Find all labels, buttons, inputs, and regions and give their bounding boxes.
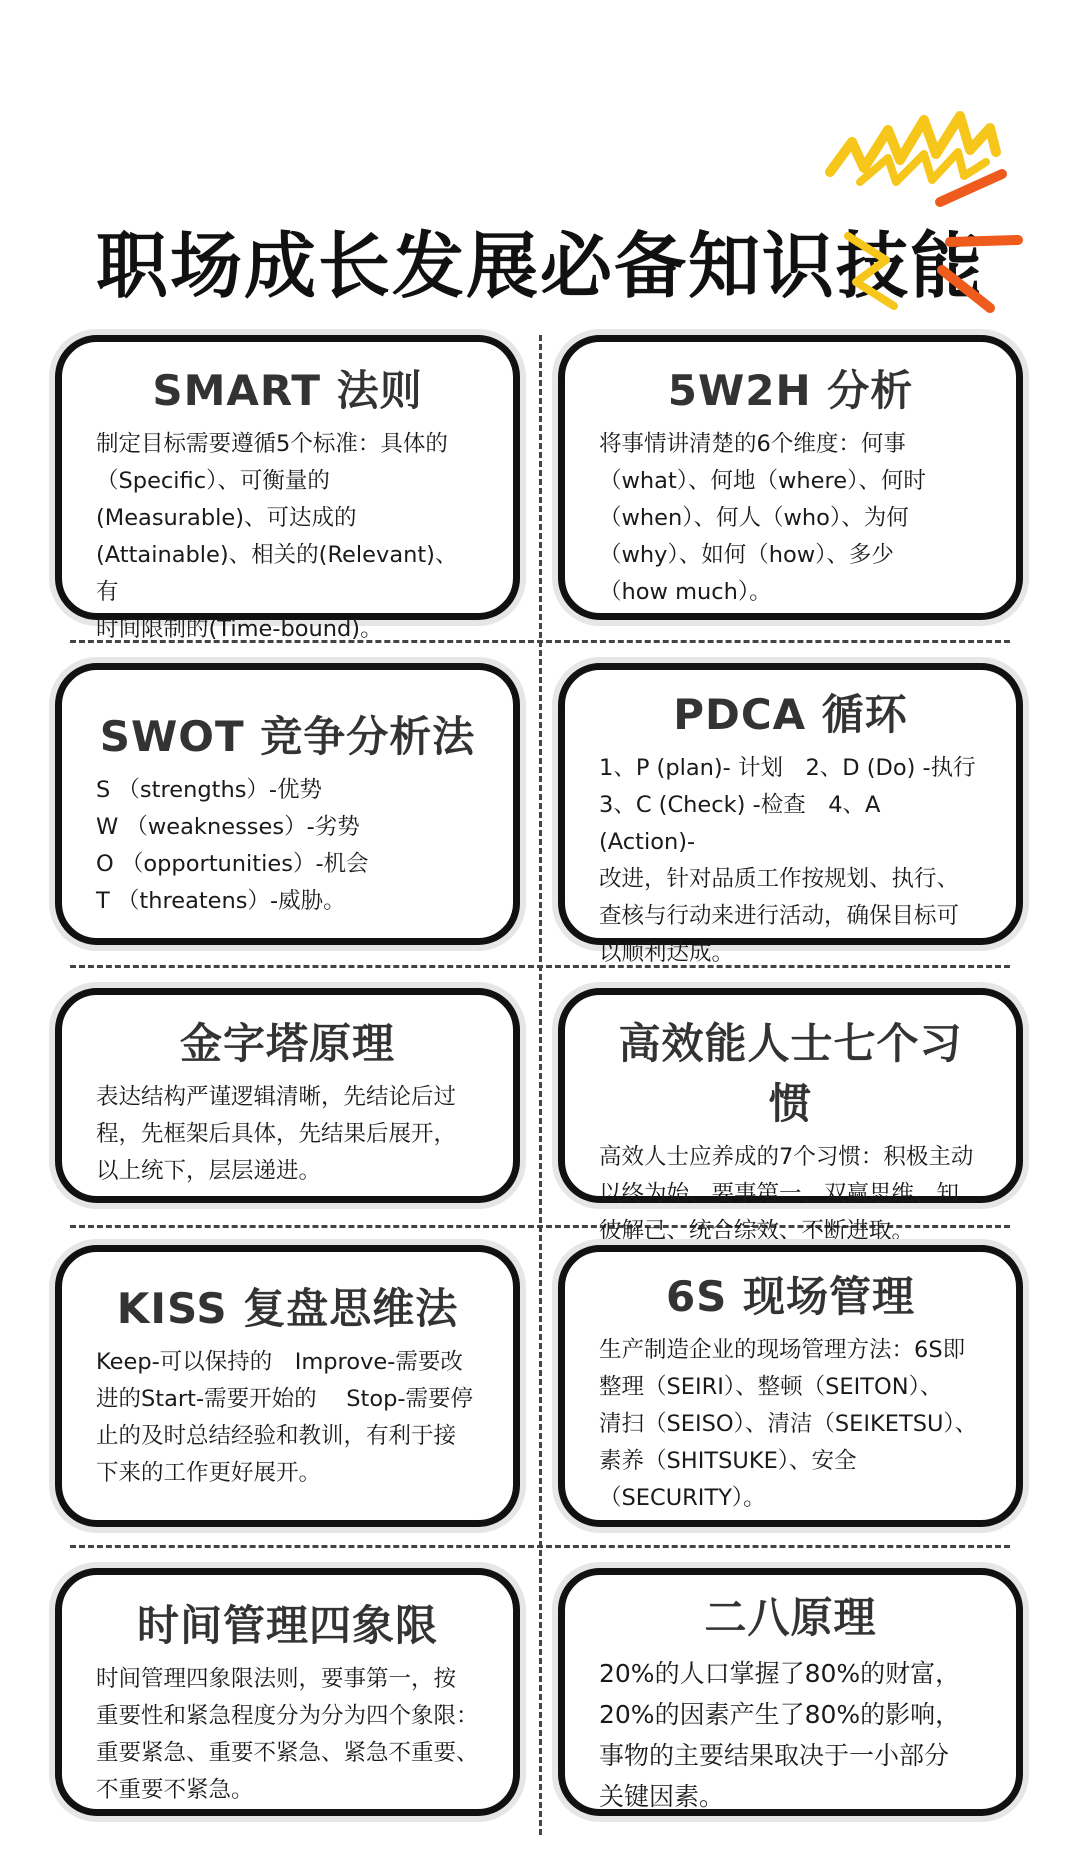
card-body: 20%的人口掌握了80%的财富， 20%的因素产生了80%的影响， 事物的主要结果取决于一小部分 关键因素。 bbox=[599, 1659, 961, 1811]
card-body: Keep-可以保持的 Improve-需要改 进的Start-需要开始的 Stop-需要停 止的及时总结经验和教训，有利于接 下来的工作更好展开。 bbox=[96, 1349, 474, 1486]
card-pyramid bbox=[55, 988, 520, 1203]
card-title: PDCA 循环 bbox=[673, 690, 908, 739]
card-time-quadrants bbox=[55, 1568, 520, 1816]
page-title: 职场成长发展必备知识技能 bbox=[95, 224, 984, 308]
card-body: 将事情讲清楚的6个维度：何事 （what）、何地（where）、何时 （when）、何人（who）、为何 （why）、如何（how）、多少 （how much）。 bbox=[599, 431, 926, 605]
card-body: S （strengths）-优势 W （weaknesses）-劣势 O （opportunities）-机会 T （threatens）-威胁。 bbox=[96, 777, 369, 914]
card-seven-habits bbox=[558, 988, 1023, 1244]
card-title: KISS 复盘思维法 bbox=[116, 1284, 459, 1333]
card-body: 时间管理四象限法则，要事第一，按 重要性和紧急程度分为分为四个象限： 重要紧急、重要不紧急、紧急不重要、 不重要不紧急。 bbox=[96, 1666, 479, 1803]
card-kiss bbox=[55, 1245, 520, 1527]
sparkle-burst-icon bbox=[790, 110, 1080, 330]
card-body: 1、P (plan)- 计划 2、D (Do) -执行 3、C (Check) -检查 4、A (Action)- 改进，针对品质工作按规划、执行、 查核与行动来进行活动，确保目标可 以顺利达成。 bbox=[599, 755, 976, 966]
card-title: 时间管理四象限 bbox=[136, 1601, 438, 1650]
card-smart bbox=[55, 335, 520, 642]
card-body: 表达结构严谨逻辑清晰，先结论后过 程，先框架后具体，先结果后展开， 以上统下，层层递进。 bbox=[96, 1084, 457, 1184]
card-5w2h bbox=[558, 335, 1023, 620]
card-pdca bbox=[558, 663, 1023, 966]
card-pareto bbox=[558, 1568, 1023, 1816]
card-title: SWOT 竞争分析法 bbox=[99, 712, 476, 761]
vertical-divider bbox=[539, 335, 542, 1835]
card-title: 金字塔原理 bbox=[179, 1019, 395, 1068]
card-title: 5W2H 分析 bbox=[667, 366, 914, 415]
card-body: 生产制造企业的现场管理方法：6S即 整理（SEIRI）、整顿（SEITON）、 清扫（SEISO）、清洁（SEIKETSU）、 素养（SHITSUKE）、安全 （SECURITY）。 bbox=[599, 1337, 978, 1511]
card-swot bbox=[55, 663, 520, 945]
card-body: 高效人士应养成的7个习惯：积极主动 以终为始、要事第一、双赢思维、知 彼解己、统合综效、不断进取。 bbox=[599, 1144, 974, 1244]
card-title: SMART 法则 bbox=[152, 366, 423, 415]
card-body: 制定目标需要遵循5个标准：具体的 （Specific）、可衡量的 (Measurable)、可达成的 (Attainable)、相关的(Relevant)、有 时间限制的(Time-bound)。 bbox=[96, 431, 458, 642]
card-title: 高效能人士七个习惯 bbox=[618, 1019, 963, 1128]
card-title: 二八原理 bbox=[704, 1593, 877, 1642]
card-title: 6S 现场管理 bbox=[665, 1272, 916, 1321]
card-6s bbox=[558, 1245, 1023, 1527]
row-divider-4 bbox=[70, 1545, 1010, 1548]
